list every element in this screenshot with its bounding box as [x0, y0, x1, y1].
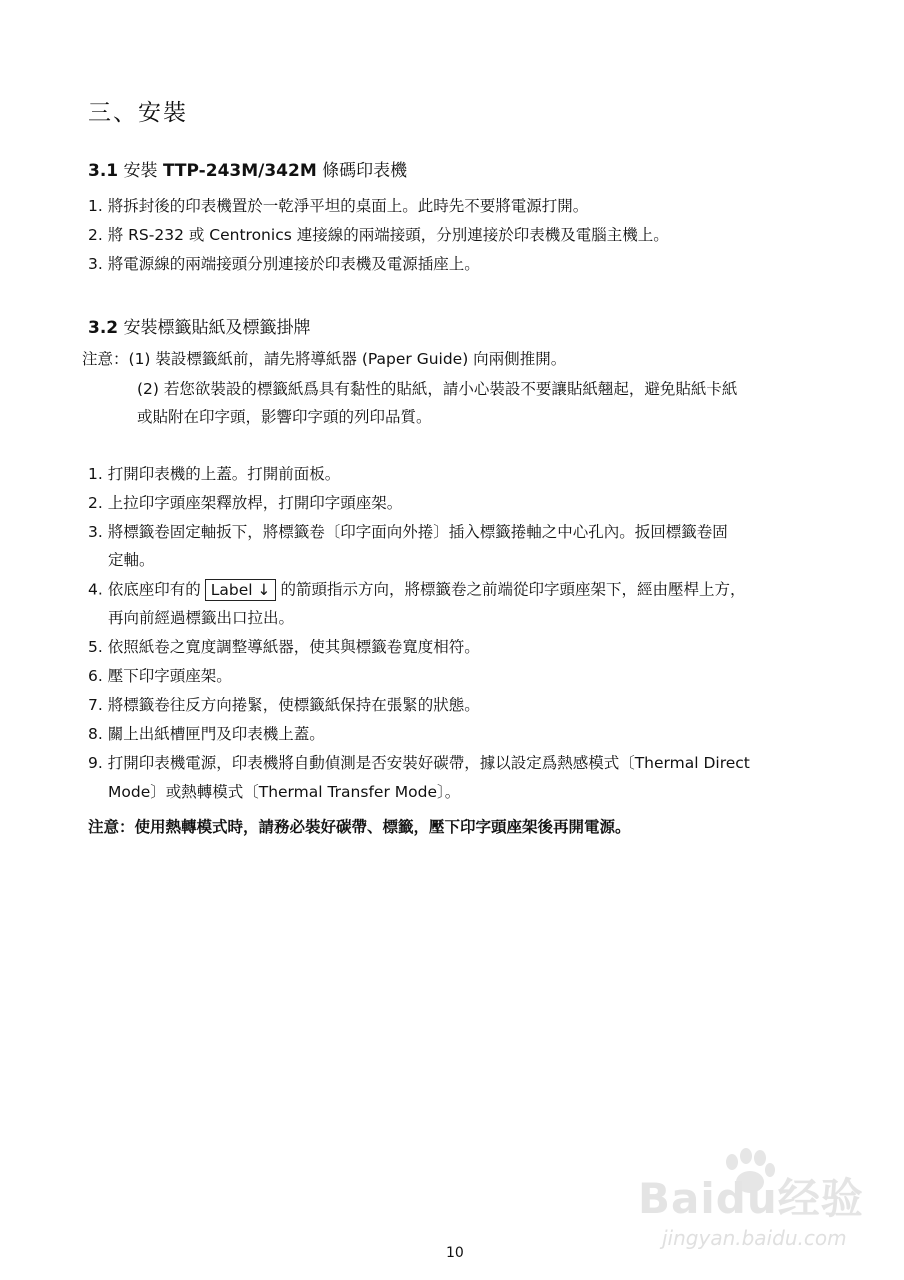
watermark-logo: Baidu经验: [638, 1174, 864, 1223]
section-title: 三、安裝: [88, 100, 188, 126]
watermark-url: jingyan.baidu.com: [662, 1226, 847, 1250]
subsection-3-1-number: 3.1: [88, 161, 119, 181]
step-4-line-2: 再向前經過標籤出口拉出。: [108, 609, 295, 627]
note-label: 注意：: [82, 350, 129, 368]
step-3-line-1: 3. 將標籤卷固定軸扳下，將標籤卷〔印字面向外捲〕插入標籤捲軸之中心孔內。扳回標籤卷固: [88, 523, 728, 541]
subsection-3-1-heading: [88, 156, 407, 181]
subsection-3-1-suffix: 條碼印表機: [322, 161, 408, 181]
step-6: 6. 壓下印字頭座架。: [88, 667, 232, 685]
s31-item-1: 1. 將拆封後的印表機置於一乾淨平坦的桌面上。此時先不要將電源打開。: [88, 197, 589, 215]
note-2-line-2: 或貼附在印字頭，影響印字頭的列印品質。: [137, 408, 432, 426]
final-note: 注意：使用熱轉模式時，請務必裝好碳帶、標籤，壓下印字頭座架後再開電源。: [88, 818, 631, 836]
note-1: [82, 350, 566, 369]
step-3-line-2: 定軸。: [108, 551, 155, 569]
subsection-3-2-number: 3.2: [88, 318, 119, 338]
baidu-watermark: [638, 1148, 878, 1258]
subsection-3-2-title: 安裝標籤貼紙及標籤掛牌: [123, 318, 311, 338]
note-1-text: (1) 裝設標籤紙前，請先將導紙器 (Paper Guide) 向兩側推開。: [128, 350, 567, 368]
note-2-line-1: (2) 若您欲裝設的標籤紙爲具有黏性的貼紙，請小心裝設不要讓貼紙翹起，避免貼紙卡紙: [137, 380, 738, 398]
s31-item-3: 3. 將電源線的兩端接頭分別連接於印表機及電源插座上。: [88, 255, 480, 273]
s31-item-2: 2. 將 RS-232 或 Centronics 連接線的兩端接頭，分別連接於印表機及電腦主機上。: [88, 226, 669, 244]
step-4-line-1: [88, 579, 745, 601]
step-2: 2. 上拉印字頭座架釋放桿，打開印字頭座架。: [88, 494, 403, 512]
step-5: 5. 依照紙卷之寬度調整導紙器，使其與標籤卷寬度相符。: [88, 638, 480, 656]
step-4-text-a: 4. 依底座印有的: [88, 580, 201, 599]
step-9-line-2: Mode〕或熱轉模式〔Thermal Transfer Mode〕。: [108, 783, 461, 801]
step-8: 8. 關上出紙槽匣門及印表機上蓋。: [88, 725, 325, 743]
subsection-3-2-heading: [88, 313, 311, 338]
page-number: 10: [446, 1245, 464, 1261]
subsection-3-1-prefix: 安裝: [123, 161, 158, 181]
subsection-3-1-model: TTP-243M/342M: [162, 161, 317, 181]
step-9-line-1: 9. 打開印表機電源，印表機將自動偵測是否安裝好碳帶，據以設定爲熱感模式〔Thermal Direct: [88, 754, 750, 772]
step-1: 1. 打開印表機的上蓋。打開前面板。: [88, 465, 341, 483]
step-4-text-b: 的箭頭指示方向，將標籤卷之前端從印字頭座架下，經由壓桿上方，: [280, 580, 746, 599]
label-arrow-box: Label ↓: [205, 579, 277, 601]
step-7: 7. 將標籤卷往反方向捲緊，使標籤紙保持在張緊的狀態。: [88, 696, 480, 714]
